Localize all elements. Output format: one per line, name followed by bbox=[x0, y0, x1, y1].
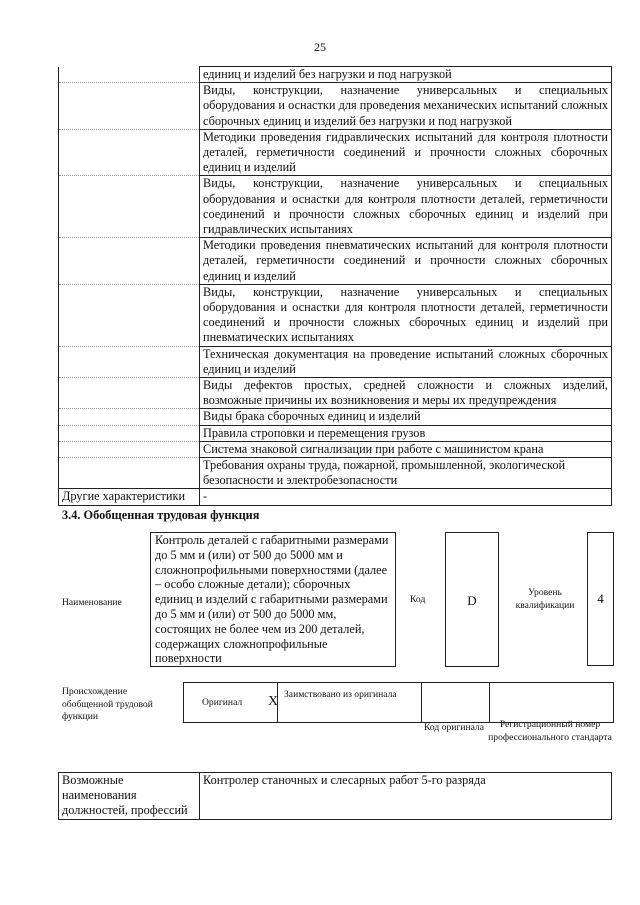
origin-box bbox=[183, 682, 614, 723]
reg-caption: Регистрационный номер профессионального стандарта bbox=[488, 719, 612, 743]
level-label: Уровень квалификации bbox=[515, 587, 575, 611]
row-label-cell bbox=[59, 458, 200, 489]
knowledge-table bbox=[58, 66, 612, 506]
function-name-box: Контроль деталей с габаритными размерами до 5 мм и (или) от 500 до 5000 мм и сложнопрофильными поверхностями (далее – особо сложные детали); сборочных единиц и изделий с габаритными размерами до 5 мм и (или) от 500 до 5000 мм, состоящих не более чем из 200 деталей, содержащих сложнопрофильные поверхности bbox=[150, 532, 396, 667]
row-label-cell bbox=[59, 284, 200, 346]
knowledge-item: Виды, конструкции, назначение универсальных и специальных оборудования и оснастки для проведения механических испытаний сложных сборочных единиц и изделий без нагрузки и под нагрузкой bbox=[200, 83, 612, 130]
borrowed-label: Заимствовано из оригинала bbox=[284, 689, 397, 700]
row-label-cell bbox=[59, 67, 200, 83]
table-row bbox=[59, 238, 612, 285]
row-label-cell bbox=[59, 425, 200, 441]
row-label-cell bbox=[59, 238, 200, 285]
row-label-cell bbox=[59, 129, 200, 176]
code-caption: Код оригинала bbox=[423, 722, 485, 733]
row-label-cell bbox=[59, 441, 200, 457]
knowledge-item: Виды дефектов простых, средней сложности и сложных изделий, возможные причины их возникновения и меры их предупреждения bbox=[200, 378, 612, 409]
knowledge-item: Методики проведения гидравлических испытаний для контроля плотности деталей, герметичности соединений и прочности сложных сборочных единиц и изделий bbox=[200, 129, 612, 176]
table-row bbox=[59, 409, 612, 425]
knowledge-item: Виды, конструкции, назначение универсальных и специальных оборудования и оснастки для контроля плотности деталей, герметичности соединений и прочности сложных сборочных единиц и изделий при гидравлических испытаниях bbox=[200, 176, 612, 238]
other-value: - bbox=[200, 489, 612, 505]
original-label: Оригинал bbox=[202, 697, 243, 708]
knowledge-item: Требования охраны труда, пожарной, промышленной, экологической безопасности и электробезопасности bbox=[200, 458, 612, 489]
table-row bbox=[59, 441, 612, 457]
code-value-box bbox=[445, 532, 499, 667]
original-mark: X bbox=[268, 694, 279, 709]
table-row bbox=[59, 284, 612, 346]
level-value-box bbox=[587, 532, 614, 666]
knowledge-item: Система знаковой сигнализации при работе с машинистом крана bbox=[200, 441, 612, 457]
knowledge-item: единиц и изделий без нагрузки и под нагрузкой bbox=[200, 67, 612, 83]
table-row bbox=[59, 83, 612, 130]
knowledge-item: Виды, конструкции, назначение универсальных и специальных оборудования и оснастки для контроля плотности деталей, герметичности соединений и прочности сложных сборочных единиц и изделий при пневматических испытаниях bbox=[200, 284, 612, 346]
row-label-cell bbox=[59, 176, 200, 238]
code-value: D bbox=[467, 593, 477, 608]
name-label: Наименование bbox=[62, 597, 122, 608]
positions-label: Возможные наименования должностей, профессий bbox=[59, 773, 200, 820]
row-label-cell bbox=[59, 346, 200, 377]
code-label: Код bbox=[410, 594, 426, 605]
page-number: 25 bbox=[314, 40, 326, 54]
table-row bbox=[59, 346, 612, 377]
table-row bbox=[59, 67, 612, 83]
reg-number-cell bbox=[489, 683, 614, 722]
knowledge-item: Правила строповки и перемещения грузов bbox=[200, 425, 612, 441]
borrowed-cell bbox=[277, 683, 422, 722]
row-label-cell bbox=[59, 83, 200, 130]
row-label-cell bbox=[59, 409, 200, 425]
original-code-cell bbox=[421, 683, 490, 722]
other-label: Другие характеристики bbox=[59, 489, 200, 505]
table-row bbox=[59, 425, 612, 441]
positions-table bbox=[58, 772, 612, 820]
knowledge-item: Виды брака сборочных единиц и изделий bbox=[200, 409, 612, 425]
positions-value: Контролер станочных и слесарных работ 5-го разряда bbox=[200, 773, 612, 820]
row-label-cell bbox=[59, 378, 200, 409]
origin-label: Происхождение обобщенной трудовой функции bbox=[62, 686, 153, 722]
knowledge-item: Техническая документация на проведение испытаний сложных сборочных единиц и изделий bbox=[200, 346, 612, 377]
section-heading: 3.4. Обобщенная трудовая функция bbox=[62, 508, 260, 522]
level-value: 4 bbox=[597, 591, 604, 606]
table-row bbox=[59, 458, 612, 489]
knowledge-item: Методики проведения пневматических испытаний для контроля плотности деталей, герметичности соединений и прочности сложных сборочных единиц и изделий bbox=[200, 238, 612, 285]
table-row bbox=[59, 176, 612, 238]
table-row bbox=[59, 129, 612, 176]
table-row bbox=[59, 489, 612, 505]
table-row bbox=[59, 378, 612, 409]
